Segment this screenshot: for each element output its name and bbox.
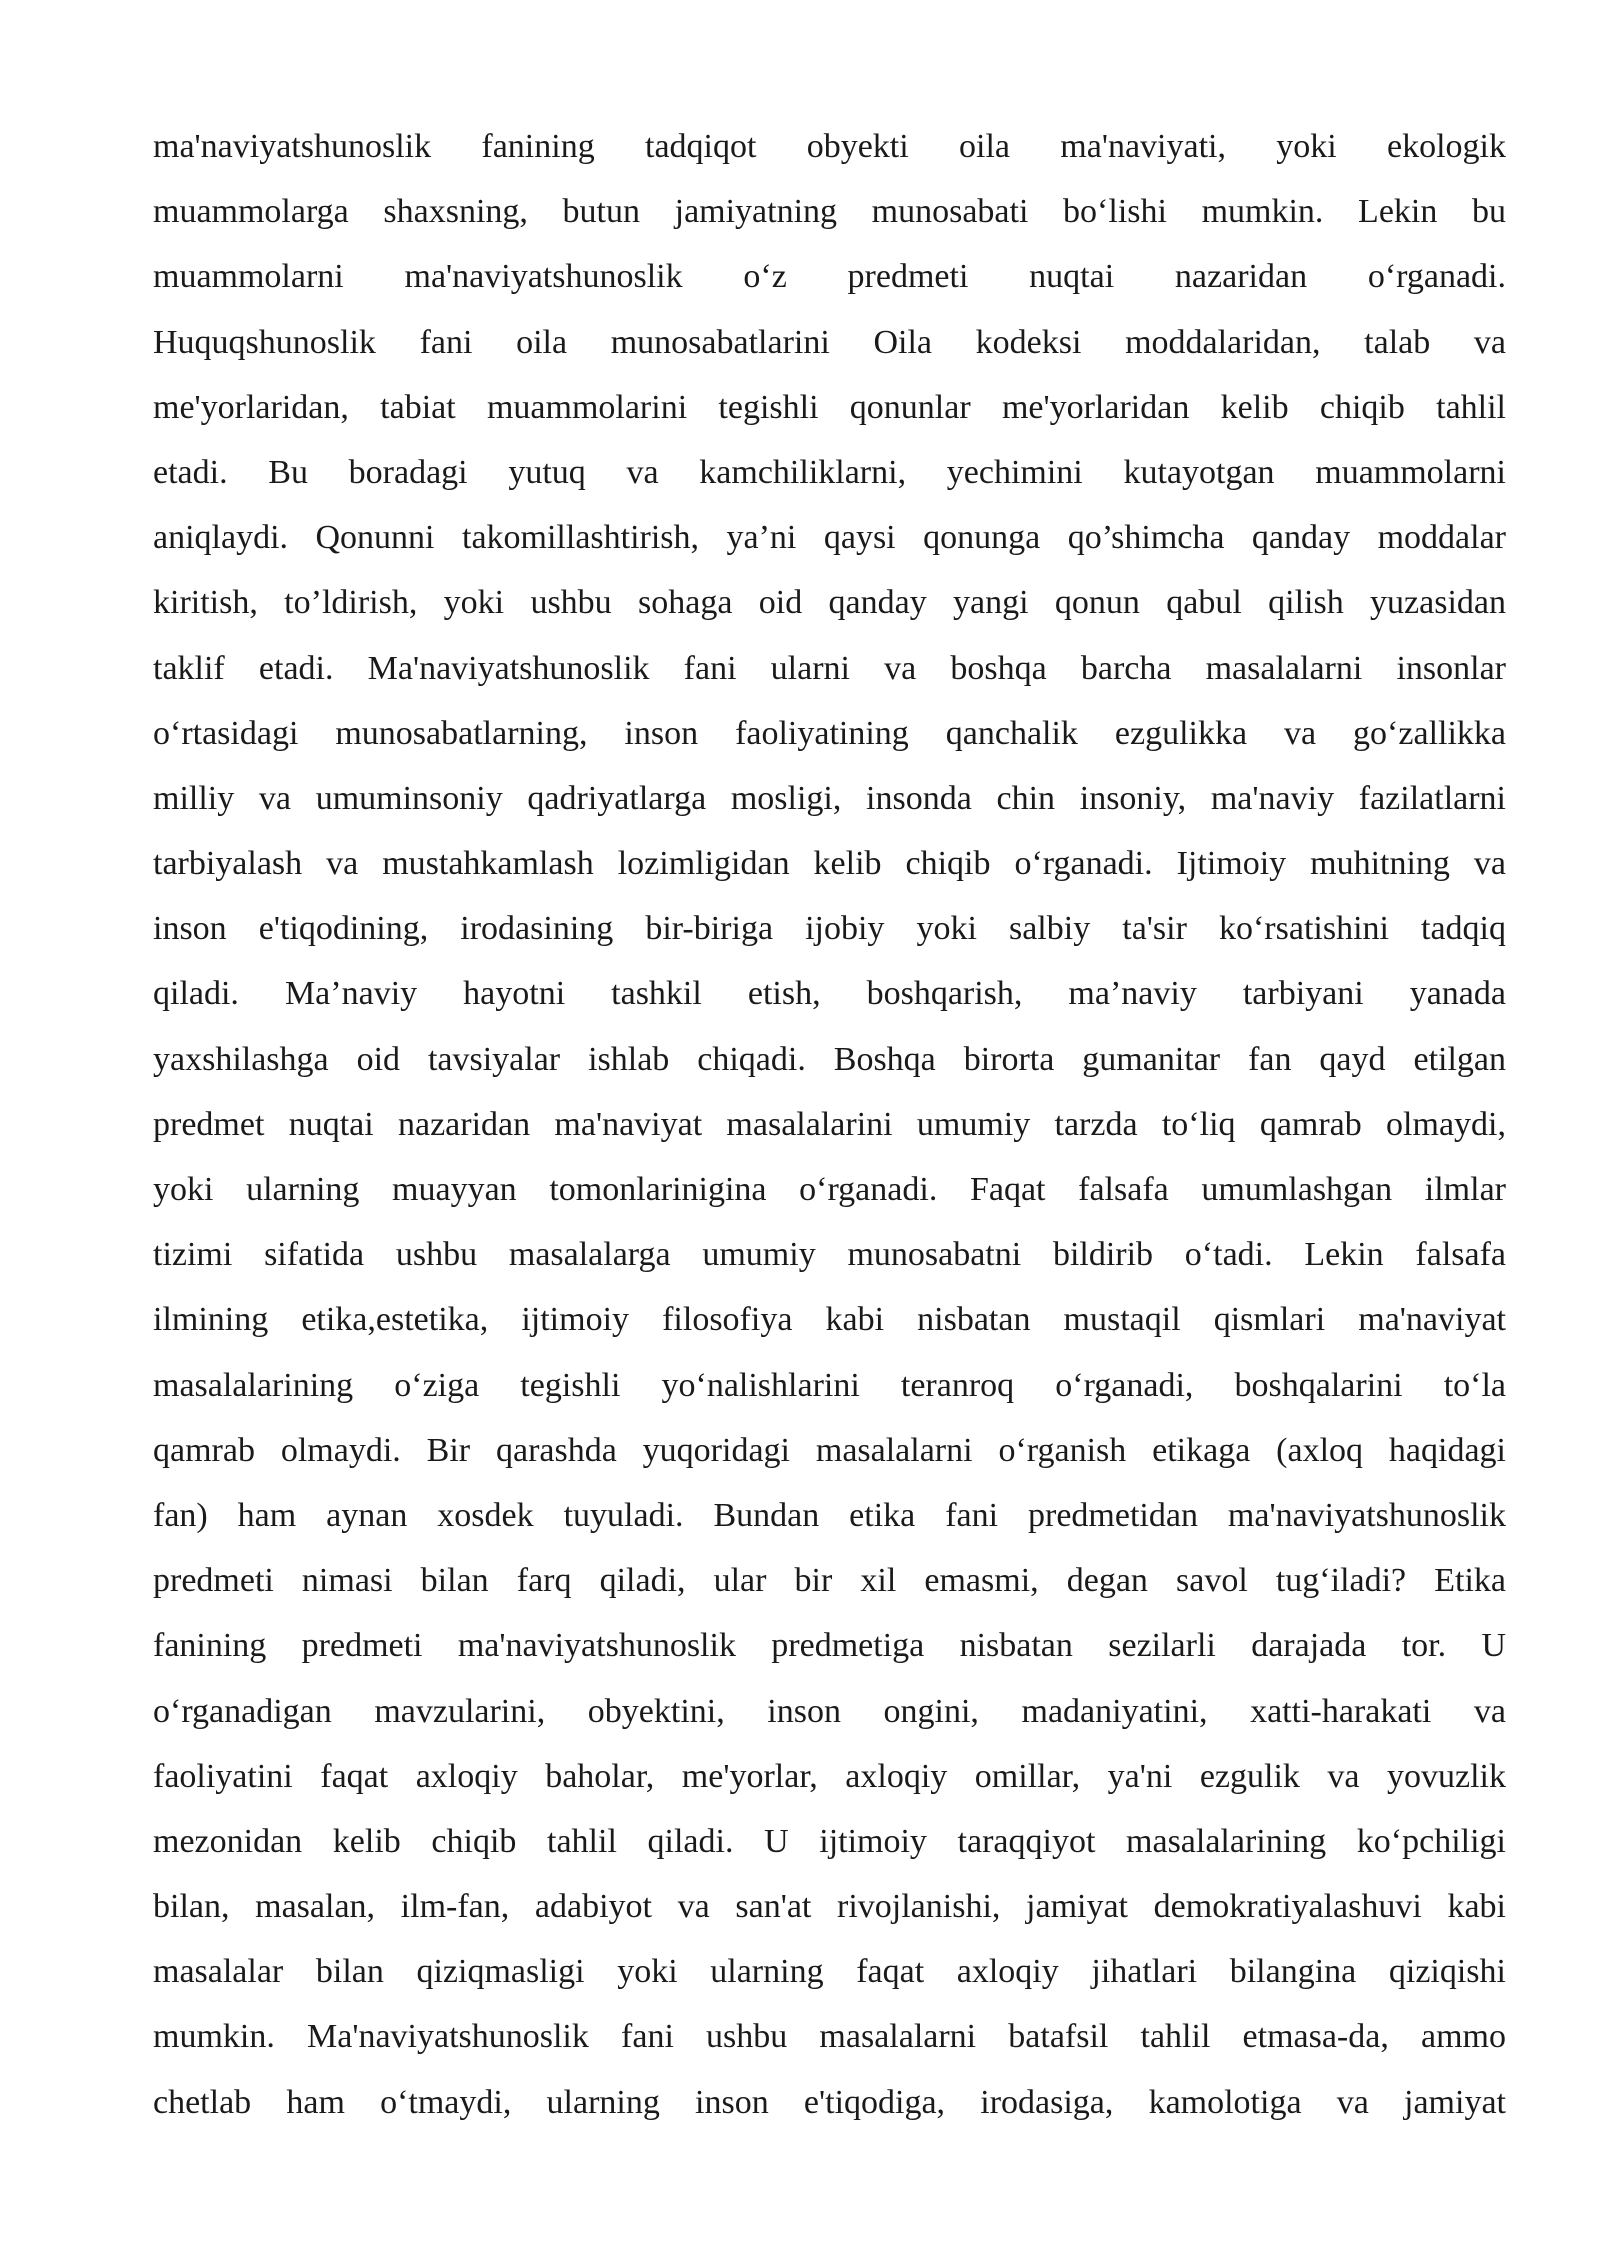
- text-line: faoliyatini faqat axloqiy baholar, me'yorlar, axloqiy omillar, ya'ni ezgulik va yovuzlik: [153, 1757, 1506, 1795]
- text-line: mezonidan kelib chiqib tahlil qiladi. U ijtimoiy taraqqiyot masalalarining ko‘pchiligi: [153, 1822, 1506, 1860]
- text-line: muammolarga shaxsning, butun jamiyatning munosabati bo‘lishi mumkin. Lekin bu: [153, 193, 1506, 231]
- text-line: yaxshilashga oid tavsiyalar ishlab chiqadi. Boshqa birorta gumanitar fan qayd etilgan: [153, 1040, 1506, 1078]
- text-line: tizimi sifatida ushbu masalalarga umumiy munosabatni bildirib o‘tadi. Lekin falsafa: [153, 1236, 1506, 1274]
- text-line: tarbiyalash va mustahkamlash lozimligidan kelib chiqib o‘rganadi. Ijtimoiy muhitning va: [153, 845, 1506, 883]
- text-line: masalalarining o‘ziga tegishli yo‘nalishlarini teranroq o‘rganadi, boshqalarini to‘la: [153, 1366, 1506, 1404]
- text-line: ilmining etika,estetika, ijtimoiy filosofiya kabi nisbatan mustaqil qismlari ma'naviyat: [153, 1301, 1506, 1339]
- text-line: inson e'tiqodining, irodasining bir-biriga ijobiy yoki salbiy ta'sir ko‘rsatishini tadqiq: [153, 910, 1506, 948]
- text-line: ma'naviyatshunoslik fanining tadqiqot obyekti oila ma'naviyati, yoki ekologik: [153, 128, 1506, 165]
- text-line: taklif etadi. Ma'naviyatshunoslik fani ularni va boshqa barcha masalalarni insonlar: [153, 649, 1506, 687]
- body-paragraph: [153, 114, 1506, 2135]
- text-line: predmeti nimasi bilan farq qiladi, ular bir xil emasmi, degan savol tug‘iladi? Etika: [153, 1562, 1506, 1600]
- text-line: masalalar bilan qiziqmasligi yoki ularning faqat axloqiy jihatlari bilangina qiziqishi: [153, 1953, 1506, 1991]
- text-line: etadi. Bu boradagi yutuq va kamchiliklarni, yechimini kutayotgan muammolarni: [153, 453, 1506, 491]
- text-line: aniqlaydi. Qonunni takomillashtirish, ya’ni qaysi qonunga qo’shimcha qanday moddalar: [153, 519, 1506, 557]
- text-line: o‘rtasidagi munosabatlarning, inson faoliyatining qanchalik ezgulikka va go‘zallikka: [153, 714, 1506, 752]
- text-line: qiladi. Ma’naviy hayotni tashkil etish, boshqarish, ma’naviy tarbiyani yanada: [153, 975, 1506, 1013]
- text-line: bilan, masalan, ilm-fan, adabiyot va san'at rivojlanishi, jamiyat demokratiyalashuvi kabi: [153, 1888, 1506, 1926]
- text-line: yoki ularning muayyan tomonlarinigina o‘rganadi. Faqat falsafa umumlashgan ilmlar: [153, 1171, 1506, 1208]
- text-line: milliy va umuminsoniy qadriyatlarga mosligi, insonda chin insoniy, ma'naviy fazilatlarni: [153, 779, 1506, 817]
- text-line: qamrab olmaydi. Bir qarashda yuqoridagi masalalarni o‘rganish etikaga (axloq haqidagi: [153, 1431, 1506, 1469]
- text-line: mumkin. Ma'naviyatshunoslik fani ushbu masalalarni batafsil tahlil etmasa-da, ammo: [153, 2018, 1506, 2056]
- text-line: chetlab ham o‘tmaydi, ularning inson e'tiqodiga, irodasiga, kamolotiga va jamiyat: [153, 2083, 1506, 2121]
- text-line: o‘rganadigan mavzularini, obyektini, inson ongini, madaniyatini, xatti-harakati va: [153, 1692, 1506, 1730]
- text-line: predmet nuqtai nazaridan ma'naviyat masalalarini umumiy tarzda to‘liq qamrab olmaydi,: [153, 1105, 1506, 1143]
- text-line: kiritish, to’ldirish, yoki ushbu sohaga oid qanday yangi qonun qabul qilish yuzasidan: [153, 584, 1506, 622]
- text-line: fan) ham aynan xosdek tuyuladi. Bundan etika fani predmetidan ma'naviyatshunoslik: [153, 1496, 1506, 1534]
- text-line: muammolarni ma'naviyatshunoslik o‘z predmeti nuqtai nazaridan o‘rganadi.: [153, 258, 1506, 296]
- text-line: Huquqshunoslik fani oila munosabatlarini Oila kodeksi moddalaridan, talab va: [153, 323, 1506, 361]
- text-line: fanining predmeti ma'naviyatshunoslik predmetiga nisbatan sezilarli darajada tor. U: [153, 1627, 1506, 1665]
- text-line: me'yorlaridan, tabiat muammolarini tegishli qonunlar me'yorlaridan kelib chiqib tahlil: [153, 388, 1506, 426]
